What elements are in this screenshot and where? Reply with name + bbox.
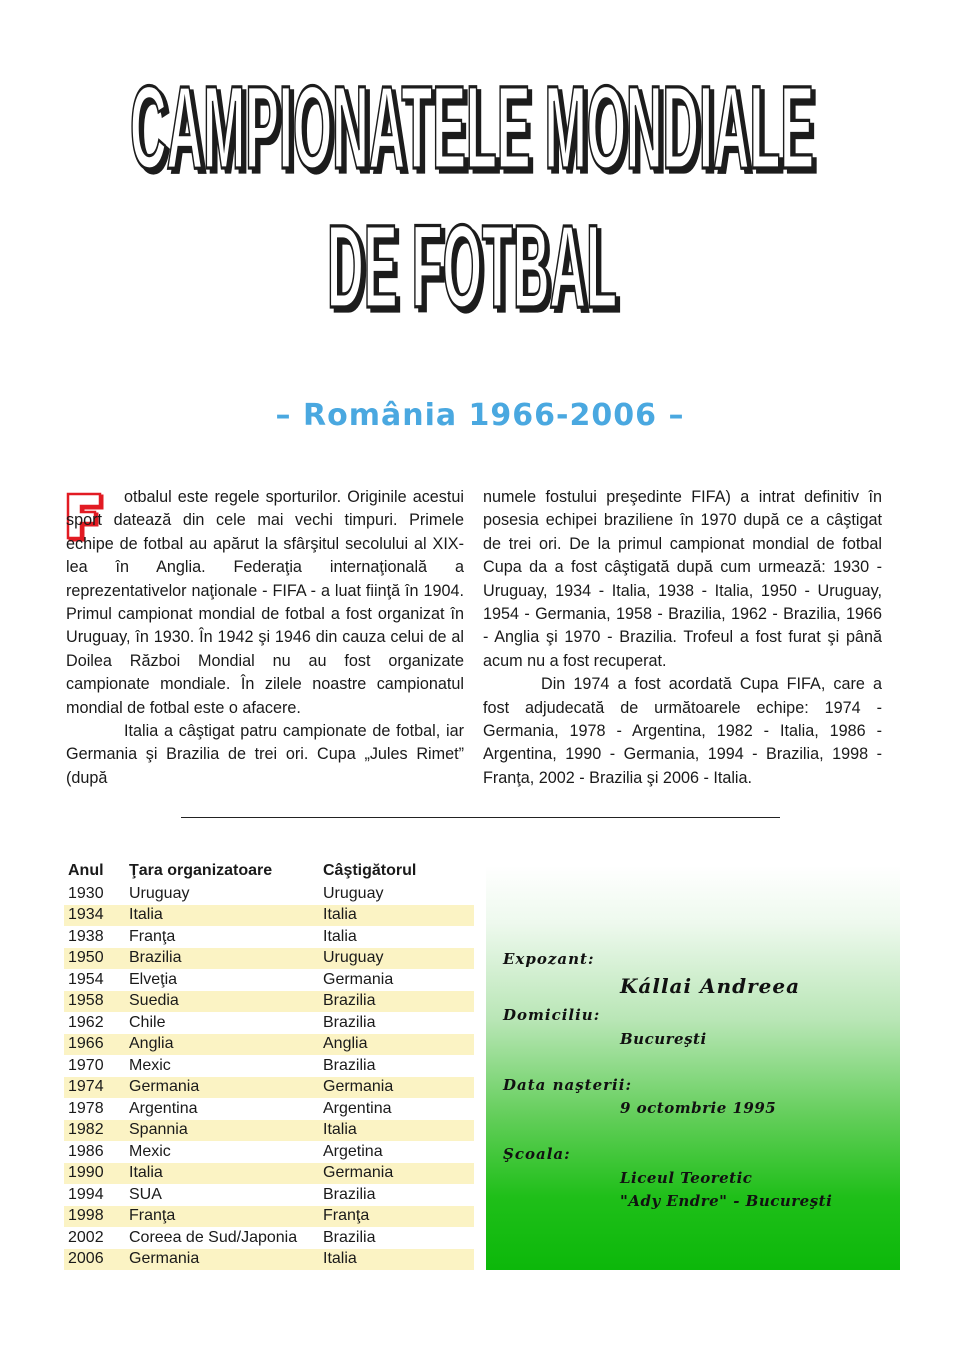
label-domicile: Domiciliu: (503, 1006, 601, 1024)
cell-year: 1970 (68, 1056, 104, 1074)
cell-year: 1994 (68, 1185, 104, 1203)
cell-host: Anglia (125, 1034, 319, 1056)
table-row (64, 1098, 474, 1120)
article-paragraph-1-text: otbalul este regele sporturilor. Originile acestui sport datează din cele mai vechi timpuri. Primele echipe de fotbal au apărut la sfârşitul secolului al XIX-lea în Anglia. Federaţia internaţională a reprezentativelor naţionale - FIFA - a luat fiinţă în 1904. Primul campionat mondial de fotbal a fost organizat în Uruguay, în 1930. În 1942 şi 1946 din cauza celui de al Doilea Război Mondial nu au fost organizate campionate mondiale. În zilele noastre campionatul mondial de fotbal este o afacere. (66, 488, 464, 717)
cell-year: 1930 (68, 884, 104, 902)
cell-year: 1950 (64, 948, 125, 970)
cell-year: 1934 (64, 905, 125, 927)
table-row (64, 1055, 474, 1077)
cell-year: 2002 (68, 1228, 104, 1246)
cell-host: Brazilia (125, 948, 319, 970)
dropcap-letter: F (64, 490, 65, 491)
cell-host: Elveţia (129, 970, 178, 988)
article-paragraph-2: Italia a câştigat patru campionate de fotbal, iar Germania şi Brazilia de trei ori. Cupa „Jules Rimet” (după (66, 722, 464, 787)
header-winner: Câştigătorul (323, 862, 417, 879)
cell-winner: Brazilia (323, 1056, 376, 1074)
cell-winner: Italia (319, 905, 474, 927)
cell-winner: Argentina (323, 1099, 392, 1117)
cell-winner: Brazilia (323, 1013, 376, 1031)
cell-host: Italia (125, 1163, 319, 1185)
table-row (64, 1034, 474, 1056)
table-row (64, 1120, 474, 1142)
cell-winner: Uruguay (319, 948, 474, 970)
cell-winner: Brazilia (323, 1185, 376, 1203)
cell-host: SUA (129, 1185, 162, 1203)
table-row (64, 1012, 474, 1034)
article-paragraph-4: Din 1974 a fost acordată Cupa FIFA, care a fost adjudecată de următoarele echipe: 1974 - Germania, 1978 - Argentina, 1982 - Italia, 1986 - Argentina, 1990 - Germania, 1994 - Brazilia, 1998 - Franţa, 2002 - Brazilia şi 2006 - Italia. (483, 675, 882, 787)
cell-winner: Germania (319, 1163, 474, 1185)
cell-year: 1986 (68, 1142, 104, 1160)
table-row (64, 1141, 474, 1163)
header-host: Ţara organizatoare (129, 862, 273, 879)
title-line-2: DE FOTBAL (327, 201, 617, 333)
table-row (64, 948, 474, 970)
cell-winner: Uruguay (323, 884, 384, 902)
cell-host: Uruguay (129, 884, 190, 902)
cell-winner: Argetina (323, 1142, 383, 1160)
table-row (64, 1077, 474, 1099)
table-row (64, 926, 474, 948)
label-school: Şcoala: (503, 1145, 571, 1163)
cell-year: 1954 (68, 970, 104, 988)
exhibitor-panel (486, 866, 900, 1270)
subtitle-dash-left: – (275, 398, 292, 433)
table-row (64, 1227, 474, 1249)
table-row (64, 1206, 474, 1228)
school-line-1: Liceul Teoretic (620, 1169, 753, 1187)
cell-winner: Anglia (319, 1034, 474, 1056)
article-left-column (66, 486, 464, 790)
school-line-2: "Ady Endre" - Bucureşti (620, 1192, 833, 1210)
title-line-1: CAMPIONATELE MONDIALE (130, 62, 814, 194)
label-birth-date: Data naşterii: (503, 1076, 632, 1094)
cell-winner: Germania (323, 970, 394, 988)
cell-winner: Italia (319, 1249, 474, 1271)
cell-host: Coreea de Sud/Japonia (129, 1228, 298, 1246)
cell-winner: Franţa (319, 1206, 474, 1228)
cell-year: 1974 (64, 1077, 125, 1099)
article-paragraph-3: numele fostului preşedinte FIFA) a intrat definitiv în posesia echipei braziliene în 1970 după ce a câştigat de trei ori. De la primul campionat mondial de fotbal Cupa da a fost câştigată după cum urmează: 1930 - Uruguay, 1934 - Italia, 1938 - Italia, 1950 - Uruguay, 1954 - Germania, 1958 - Brazilia, 1962 - Brazilia, 1966 - Anglia şi 1970 - Brazilia. Trofeul a fost furat şi până acum nu a fost recuperat. (483, 488, 882, 670)
cell-winner: Italia (319, 1120, 474, 1142)
exhibitor-name: Kállai Andreea (620, 974, 801, 998)
table-row (64, 905, 474, 927)
cell-host: Chile (129, 1013, 166, 1031)
divider-rule (181, 817, 780, 818)
cell-year: 1966 (64, 1034, 125, 1056)
cell-winner: Brazilia (323, 1228, 376, 1246)
subtitle-dash-right: – (668, 398, 685, 433)
article-right-column (483, 486, 882, 790)
cell-year: 1938 (68, 927, 104, 945)
cell-year: 1958 (64, 991, 125, 1013)
cell-host: Germania (125, 1249, 319, 1271)
table-row (64, 1249, 474, 1271)
table-row (64, 969, 474, 991)
table-row (64, 1184, 474, 1206)
subtitle-text: România 1966-2006 (303, 398, 657, 433)
cell-winner: Brazilia (319, 991, 474, 1013)
table-row (64, 991, 474, 1013)
cell-year: 1978 (68, 1099, 104, 1117)
cell-host: Argentina (129, 1099, 198, 1117)
cell-host: Spannia (125, 1120, 319, 1142)
cell-host: Germania (125, 1077, 319, 1099)
cell-host: Suedia (125, 991, 319, 1013)
cell-host: Mexic (129, 1142, 171, 1160)
table-row (64, 883, 474, 905)
cell-host: Franţa (125, 1206, 319, 1228)
cell-winner: Italia (323, 927, 357, 945)
table-header-row (64, 859, 474, 883)
world-cup-table (64, 859, 474, 1270)
cell-winner: Germania (319, 1077, 474, 1099)
subtitle (0, 398, 960, 433)
cell-year: 1990 (64, 1163, 125, 1185)
birth-date-value: 9 octombrie 1995 (620, 1099, 777, 1117)
cell-host: Italia (125, 905, 319, 927)
cell-host: Franţa (129, 927, 176, 945)
header-year: Anul (68, 862, 104, 879)
label-exhibitor: Expozant: (503, 950, 595, 968)
domicile-value: Bucureşti (620, 1030, 707, 1048)
article-paragraph-1 (66, 486, 464, 720)
cell-year: 1962 (68, 1013, 104, 1031)
cell-year: 1998 (64, 1206, 125, 1228)
title (0, 0, 960, 340)
table-row (64, 1163, 474, 1185)
cell-year: 2006 (64, 1249, 125, 1271)
cell-year: 1982 (64, 1120, 125, 1142)
cell-host: Mexic (129, 1056, 171, 1074)
